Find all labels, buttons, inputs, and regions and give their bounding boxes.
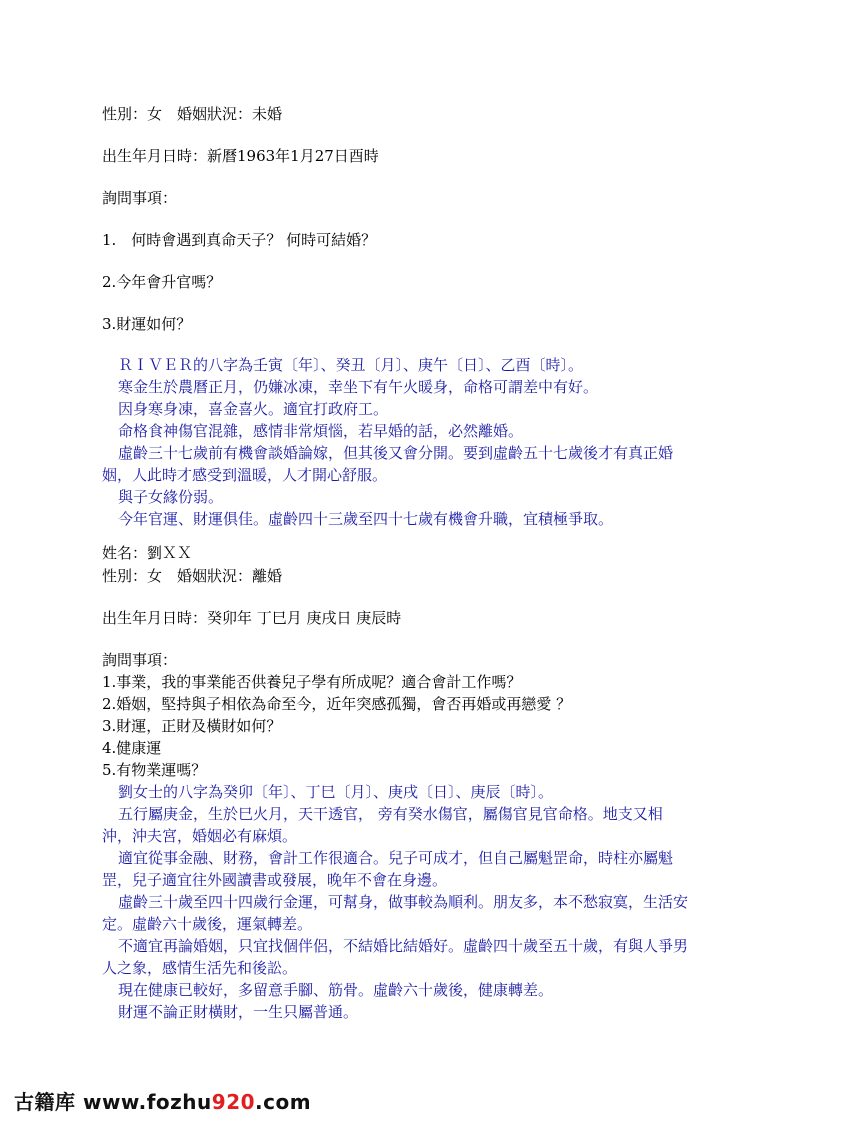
footer-watermark[interactable] xyxy=(14,1086,311,1115)
case1-reading-line: 虛齡三十七歲前有機會談婚論嫁，但其後又會分開。要到虛齡五十七歲後才有真正婚 xyxy=(118,444,674,462)
case2-question: 3.財運，正財及橫財如何？ xyxy=(102,717,282,735)
case1-question-3: 3.財運如何？ xyxy=(102,315,192,333)
case1-gender-line: 性別：女 婚姻狀況：未婚 xyxy=(102,105,283,123)
case2-reading-line: 現在健康已較好，多留意手腳、筋骨。虛齡六十歲後，健康轉差。 xyxy=(118,981,554,999)
case1-reading-line: 因身寒身凍，喜金喜火。適宜打政府工。 xyxy=(118,400,389,418)
case1-reading-line: 命格食神傷官混雜，感情非常煩惱，若早婚的話，必然離婚。 xyxy=(118,422,524,440)
case1-reading-line: ＲＩＶＥＲ的八字為壬寅〔年〕、癸丑〔月〕、庚午〔日〕、乙酉〔時〕。 xyxy=(118,356,584,374)
case2-reading-line: 沖，沖夫宮，婚姻必有麻煩。 xyxy=(102,827,298,845)
case1-reading-line: 姻，人此時才感受到溫暖，人才開心舒服。 xyxy=(102,466,388,484)
case2-reading-line: 五行屬庚金，生於巳火月，天干透官， 旁有癸水傷官，屬傷官見官命格。地支又相 xyxy=(118,805,663,823)
case1-question-1: 1. 何時會遇到真命天子？ 何時可結婚？ xyxy=(102,231,377,249)
case2-question: 5.有物業運嗎？ xyxy=(102,761,207,779)
case2-gender-line: 性別：女 婚姻狀況：離婚 xyxy=(102,567,283,585)
case2-reading-line: 罡，兒子適宜往外國讀書或發展，晚年不會在身邊。 xyxy=(102,871,448,889)
case1-reading-line: 與子女緣份弱。 xyxy=(118,488,224,506)
case2-name-line: 姓名：劉ＸＸ xyxy=(102,544,193,562)
case2-questions-label: 詢問事項： xyxy=(102,651,178,669)
footer-url-suffix: .com xyxy=(255,1090,312,1114)
case2-reading-line: 定。虛齡六十歲後，運氣轉差。 xyxy=(102,915,313,933)
footer-site-name: 古籍库 xyxy=(14,1090,76,1114)
case1-reading-line: 今年官運、財運俱佳。虛齡四十三歲至四十七歲有機會升職，宜積極爭取。 xyxy=(118,510,614,528)
case2-question: 4.健康運 xyxy=(102,739,162,757)
case2-reading-line: 財運不論正財橫財，一生只屬普通。 xyxy=(118,1003,359,1021)
case1-reading-line: 寒金生於農曆正月，仍嫌冰凍，幸坐下有午火暖身，命格可謂差中有好。 xyxy=(118,378,599,396)
footer-url-prefix: www. xyxy=(82,1090,147,1114)
footer-url-number: 920 xyxy=(211,1090,256,1114)
case2-reading-line: 不適宜再論婚姻，只宜找個伴侶，不結婚比結婚好。虛齡四十歲至五十歲，有與人爭男 xyxy=(118,937,689,955)
case2-reading-line: 劉女士的八字為癸卯〔年〕、丁巳〔月〕、庚戌〔日〕、庚辰〔時〕。 xyxy=(118,783,554,801)
footer-url-brand: fozhu xyxy=(146,1090,212,1114)
case2-birth-line: 出生年月日時：癸卯年 丁巳月 庚戌日 庚辰時 xyxy=(102,609,402,627)
case2-reading-line: 虛齡三十歲至四十四歲行金運，可幫身，做事較為順利。朋友多，本不愁寂寞，生活安 xyxy=(118,893,689,911)
case2-reading-line: 適宜從事金融、財務，會計工作很適合。兒子可成才，但自己屬魁罡命，時柱亦屬魁 xyxy=(118,849,674,867)
case2-question: 2.婚姻，堅持與子相依為命至今，近年突感孤獨，會否再婚或再戀愛 ？ xyxy=(102,695,572,713)
case1-question-2: 2.今年會升官嗎？ xyxy=(102,273,222,291)
case1-questions-label: 詢問事項： xyxy=(102,189,178,207)
case1-birth-line: 出生年月日時：新曆1963年1月27日酉時 xyxy=(102,147,379,165)
case2-question: 1.事業，我的事業能否供養兒子學有所成呢？適合會計工作嗎？ xyxy=(102,673,522,691)
case2-reading-line: 人之象，感情生活先和後訟。 xyxy=(102,959,298,977)
